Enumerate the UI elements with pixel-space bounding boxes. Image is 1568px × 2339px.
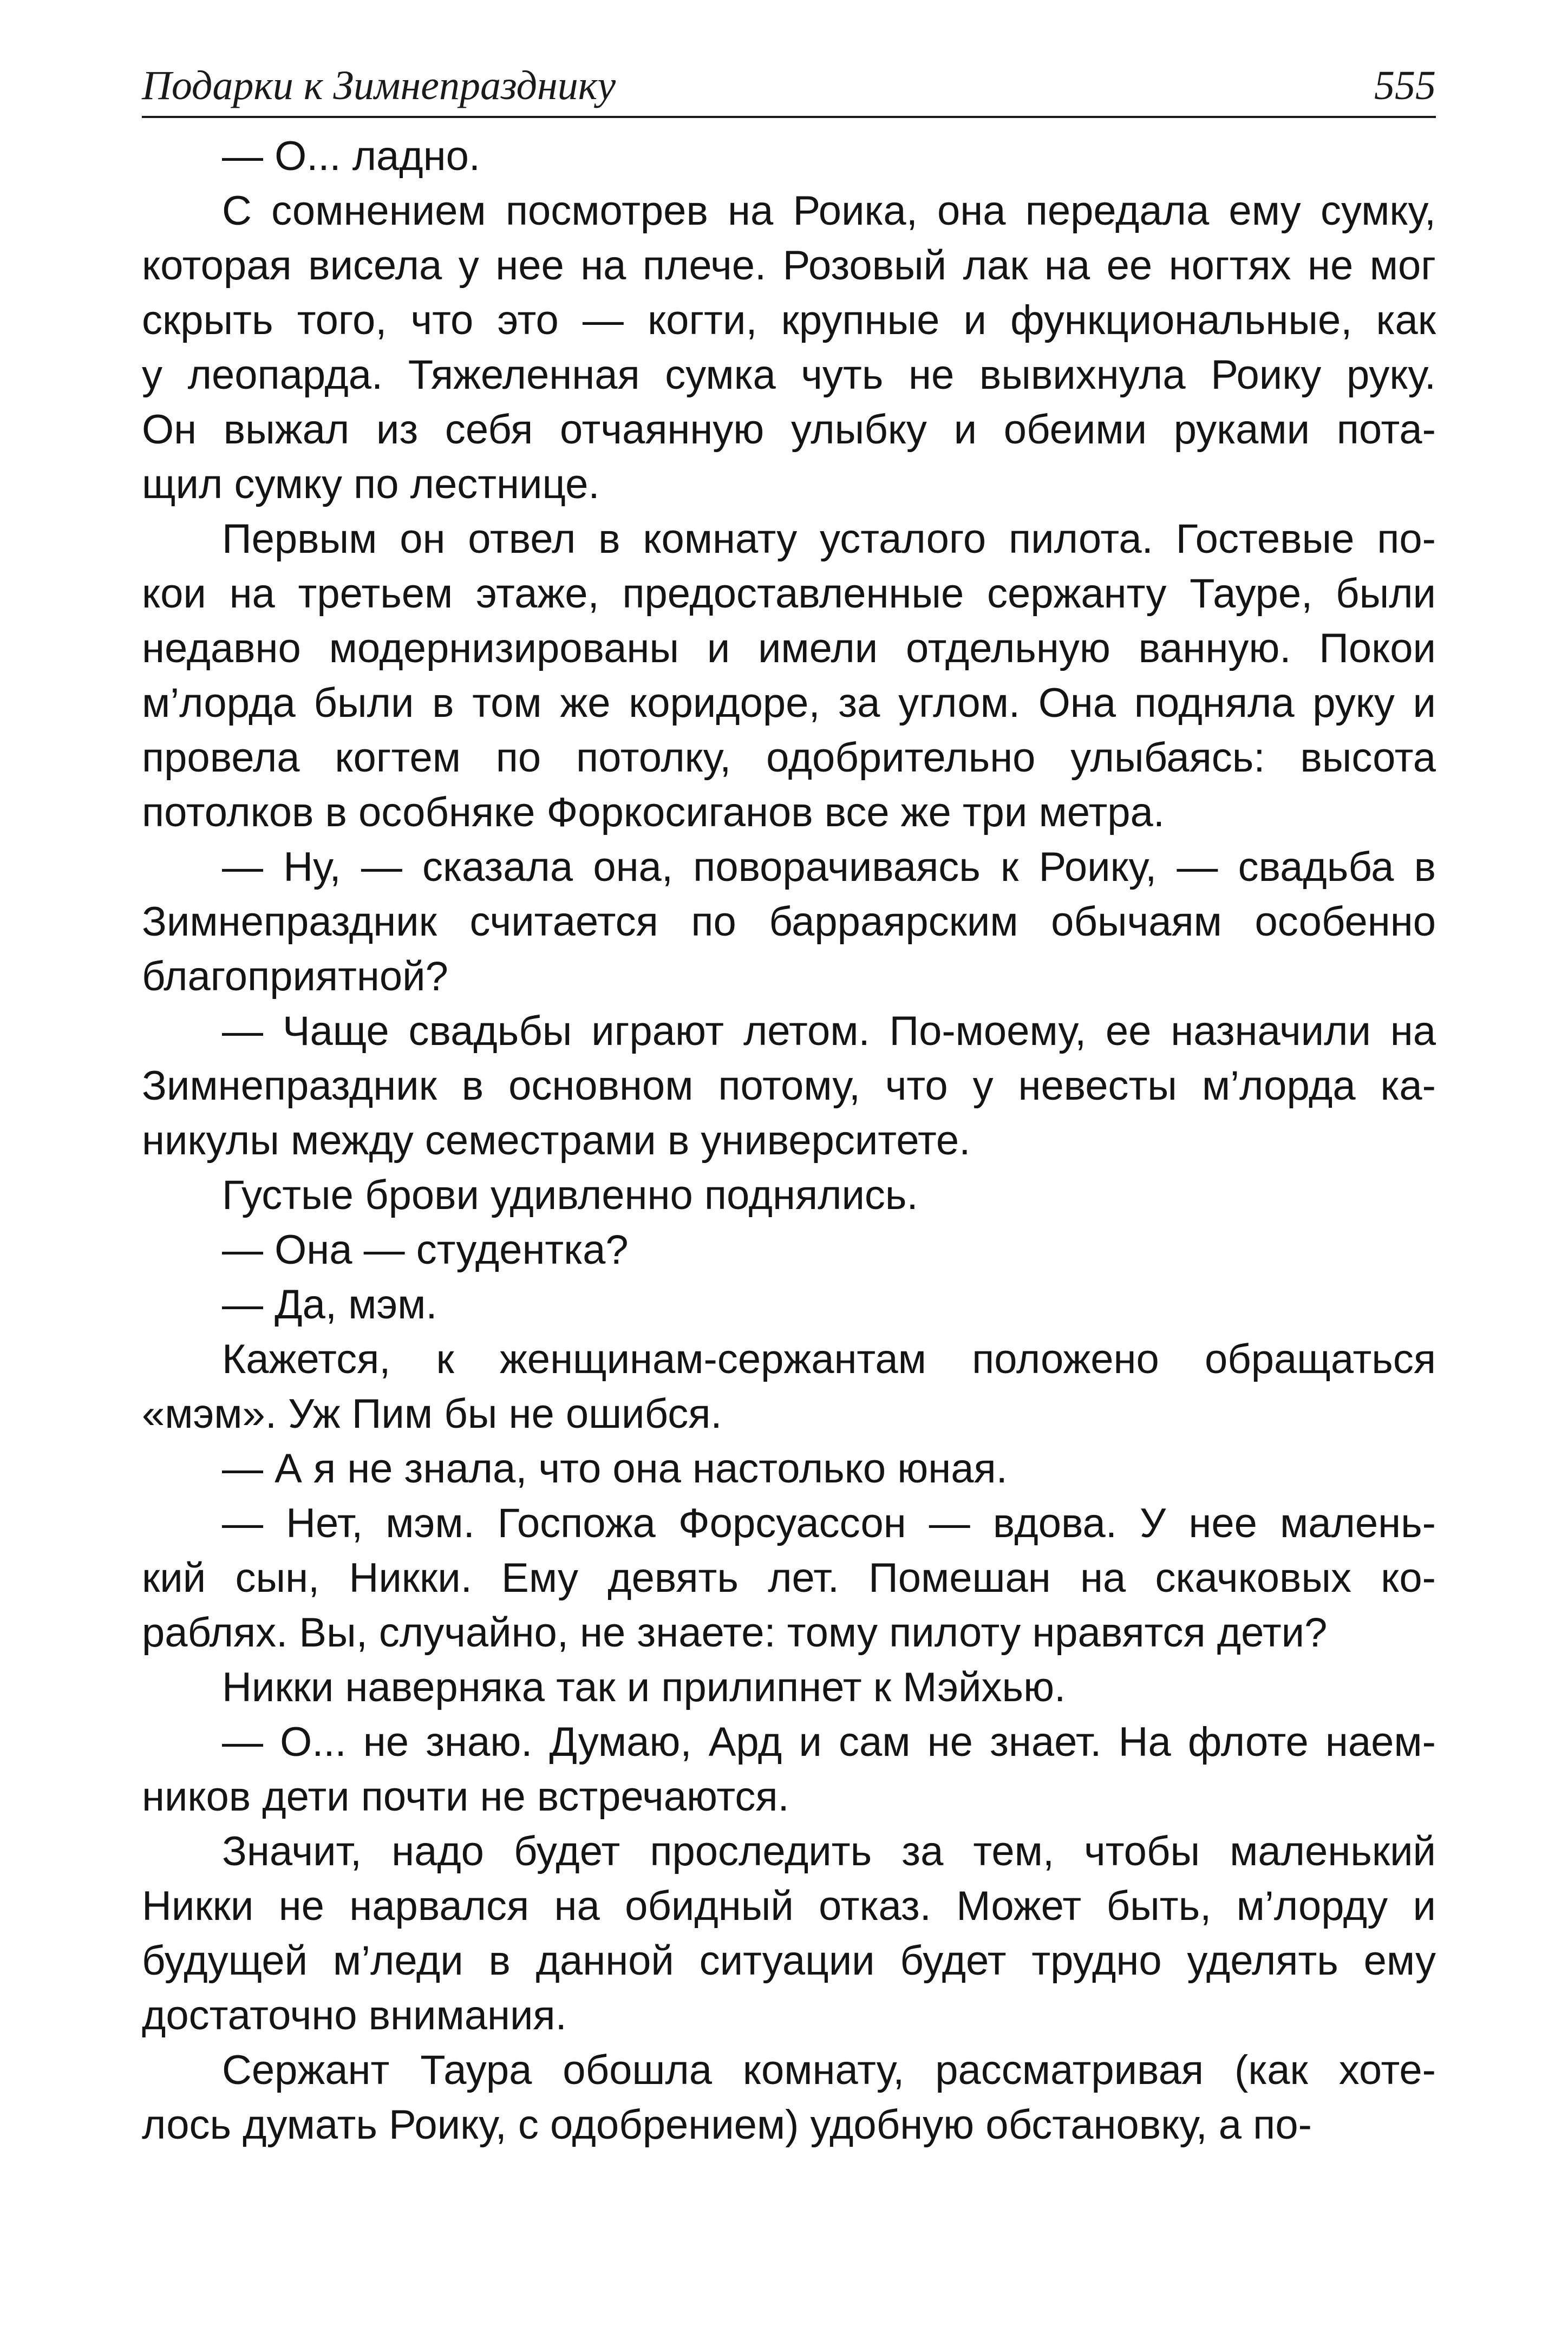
text-line: ников дети почти не встречаются. (142, 1774, 789, 1820)
paragraph (142, 184, 1436, 512)
paragraph (142, 2043, 1436, 2152)
text-line: «мэм». Уж Пим бы не ошибся. (142, 1391, 722, 1437)
text-line: Сержант Таура обошла комнату, рассматривая (как хоте- (222, 2047, 1436, 2093)
text-line: — О... ладно. (222, 133, 481, 179)
text-line: — А я не знала, что она настолько юная. (222, 1446, 1008, 1492)
text-line: которая висела у нее на плече. Розовый лак на ее ногтях не мог (142, 243, 1436, 289)
text-line: недавно модернизированы и имели отдельную ванную. Покои (142, 625, 1436, 671)
text-line: С сомнением посмотрев на Роика, она передала ему сумку, (222, 188, 1436, 234)
text-line: потолков в особняке Форкосиганов все же три метра. (142, 789, 1165, 835)
text-line: — Чаще свадьбы играют летом. По-моему, ее назначили на (222, 1008, 1436, 1054)
text-line: Густые брови удивленно поднялись. (222, 1172, 918, 1218)
paragraph (142, 1168, 1436, 1223)
text-line: у леопарда. Тяжеленная сумка чуть не вывихнула Роику руку. (142, 352, 1436, 398)
paragraph (142, 1824, 1436, 2043)
text-line: никулы между семестрами в университете. (142, 1118, 971, 1164)
text-line: Зимнепраздник в основном потому, что у невесты м’лорда ка- (142, 1063, 1436, 1109)
paragraph (142, 1715, 1436, 1824)
text-line: — Да, мэм. (222, 1282, 437, 1328)
text-line: м’лорда были в том же коридоре, за углом. Она подняла руку и (142, 680, 1436, 726)
text-line: Первым он отвел в комнату усталого пилота. Гостевые по- (222, 516, 1436, 562)
text-line: — Нет, мэм. Госпожа Форсуассон — вдова. У нее малень- (222, 1500, 1436, 1546)
text-line: Зимнепраздник считается по барраярским обычаям особенно (142, 899, 1436, 945)
text-line: — Ну, — сказала она, поворачиваясь к Роику, — свадьба в (222, 844, 1436, 890)
paragraph (142, 1004, 1436, 1168)
paragraph (142, 840, 1436, 1004)
text-line: достаточно внимания. (142, 1992, 567, 2039)
paragraph (142, 1332, 1436, 1441)
text-line: скрыть того, что это — когти, крупные и функциональные, как (142, 297, 1436, 343)
paragraph (142, 129, 1436, 184)
text-line: провела когтем по потолку, одобрительно улыбаясь: высота (142, 735, 1436, 781)
text-line: Он выжал из себя отчаянную улыбку и обеими руками пота- (142, 407, 1436, 453)
paragraph (142, 512, 1436, 840)
running-head (142, 53, 1436, 118)
text-line: будущей м’леди в данной ситуации будет трудно уделять ему (142, 1938, 1436, 1984)
text-line: кои на третьем этаже, предоставленные сержанту Тауре, были (142, 571, 1436, 617)
text-line: — О... не знаю. Думаю, Ард и сам не знает. На флоте наем- (222, 1719, 1436, 1765)
paragraph (142, 1441, 1436, 1496)
page-number: 555 (1374, 63, 1436, 108)
text-line: Значит, надо будет проследить за тем, чтобы маленький (222, 1828, 1436, 1874)
header-rule (142, 116, 1436, 118)
text-line: Никки не нарвался на обидный отказ. Может быть, м’лорду и (142, 1883, 1436, 1929)
text-line: Никки наверняка так и прилипнет к Мэйхью. (222, 1664, 1066, 1710)
running-head-title: Подарки к Зимнепразднику (142, 63, 616, 108)
text-line: кий сын, Никки. Ему девять лет. Помешан на скачковых ко- (142, 1555, 1436, 1601)
text-line: лось думать Роику, с одобрением) удобную обстановку, а по- (142, 2102, 1312, 2148)
text-line: щил сумку по лестнице. (142, 461, 600, 507)
text-line: благоприятной? (142, 953, 448, 999)
paragraph (142, 1496, 1436, 1660)
text-line: раблях. Вы, случайно, не знаете: тому пилоту нравятся дети? (142, 1610, 1328, 1656)
paragraph (142, 1660, 1436, 1715)
body-text (142, 129, 1436, 2152)
text-line: Кажется, к женщинам-сержантам положено обращаться (222, 1336, 1436, 1382)
text-line: — Она — студентка? (222, 1227, 629, 1273)
paragraph (142, 1223, 1436, 1277)
paragraph (142, 1277, 1436, 1332)
